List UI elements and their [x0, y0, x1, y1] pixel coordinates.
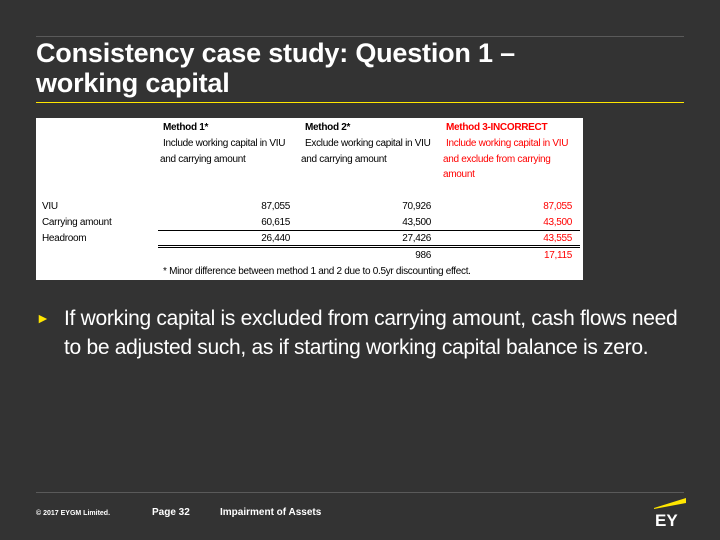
- comparison-table: [36, 118, 583, 280]
- footer-divider: [36, 492, 684, 493]
- title-underline: [36, 102, 684, 103]
- m2-difference-value: 986: [415, 250, 431, 261]
- m1-headroom-value: 26,440: [261, 233, 290, 244]
- slide-title-line-2: working capital: [36, 68, 230, 98]
- bullet-text: If working capital is excluded from carrying amount, cash flows need to be adjusted such, as if starting working capital balance is zero.: [64, 307, 678, 359]
- row-label-headroom: Headroom: [42, 233, 87, 244]
- row-label-viu: VIU: [42, 201, 58, 212]
- top-divider: [36, 36, 684, 37]
- m3-carrying-value: 43,500: [543, 217, 572, 228]
- m2-viu-value: 70,926: [402, 201, 431, 212]
- footer-page-number: Page 32: [152, 507, 190, 518]
- m1-carrying-value: 60,615: [261, 217, 290, 228]
- slide-title-line-1: Consistency case study: Question 1 –: [36, 38, 515, 68]
- method2-desc-line1: Exclude working capital in VIU: [305, 138, 431, 149]
- ey-logo-text: EY: [655, 511, 678, 528]
- bullet-arrow-icon: ►: [36, 310, 50, 326]
- method2-heading: Method 2*: [305, 122, 351, 133]
- method1-heading: Method 1*: [163, 122, 209, 133]
- slide-title: [36, 38, 676, 98]
- m3-headroom-value: 43,555: [543, 233, 572, 244]
- table-footnote: * Minor difference between method 1 and 2 due to 0.5yr discounting effect.: [163, 266, 471, 277]
- footer-section-title: Impairment of Assets: [220, 507, 322, 518]
- bullet-point: [36, 304, 686, 362]
- m2-carrying-value: 43,500: [402, 217, 431, 228]
- footer-copyright: © 2017 EYGM Limited.: [36, 510, 111, 517]
- carrying-amount-underline: [158, 230, 580, 231]
- headroom-double-underline-bottom: [158, 247, 580, 248]
- m1-viu-value: 87,055: [261, 201, 290, 212]
- m3-difference-value: 17,115: [543, 250, 572, 261]
- method3-desc-line2: and exclude from carrying: [443, 154, 551, 165]
- method2-desc-line2: and carrying amount: [301, 154, 387, 165]
- row-label-carrying-amount: Carrying amount: [42, 217, 112, 228]
- m3-viu-value: 87,055: [543, 201, 572, 212]
- m2-headroom-value: 27,426: [402, 233, 431, 244]
- method3-desc-line1: Include working capital in VIU: [446, 138, 569, 149]
- headroom-double-underline-top: [158, 245, 580, 246]
- method3-desc-line3: amount: [443, 169, 475, 180]
- method3-heading: Method 3-INCORRECT: [446, 122, 548, 133]
- method1-desc-line1: Include working capital in VIU: [163, 138, 286, 149]
- ey-logo-icon: [654, 496, 686, 528]
- method1-desc-line2: and carrying amount: [160, 154, 246, 165]
